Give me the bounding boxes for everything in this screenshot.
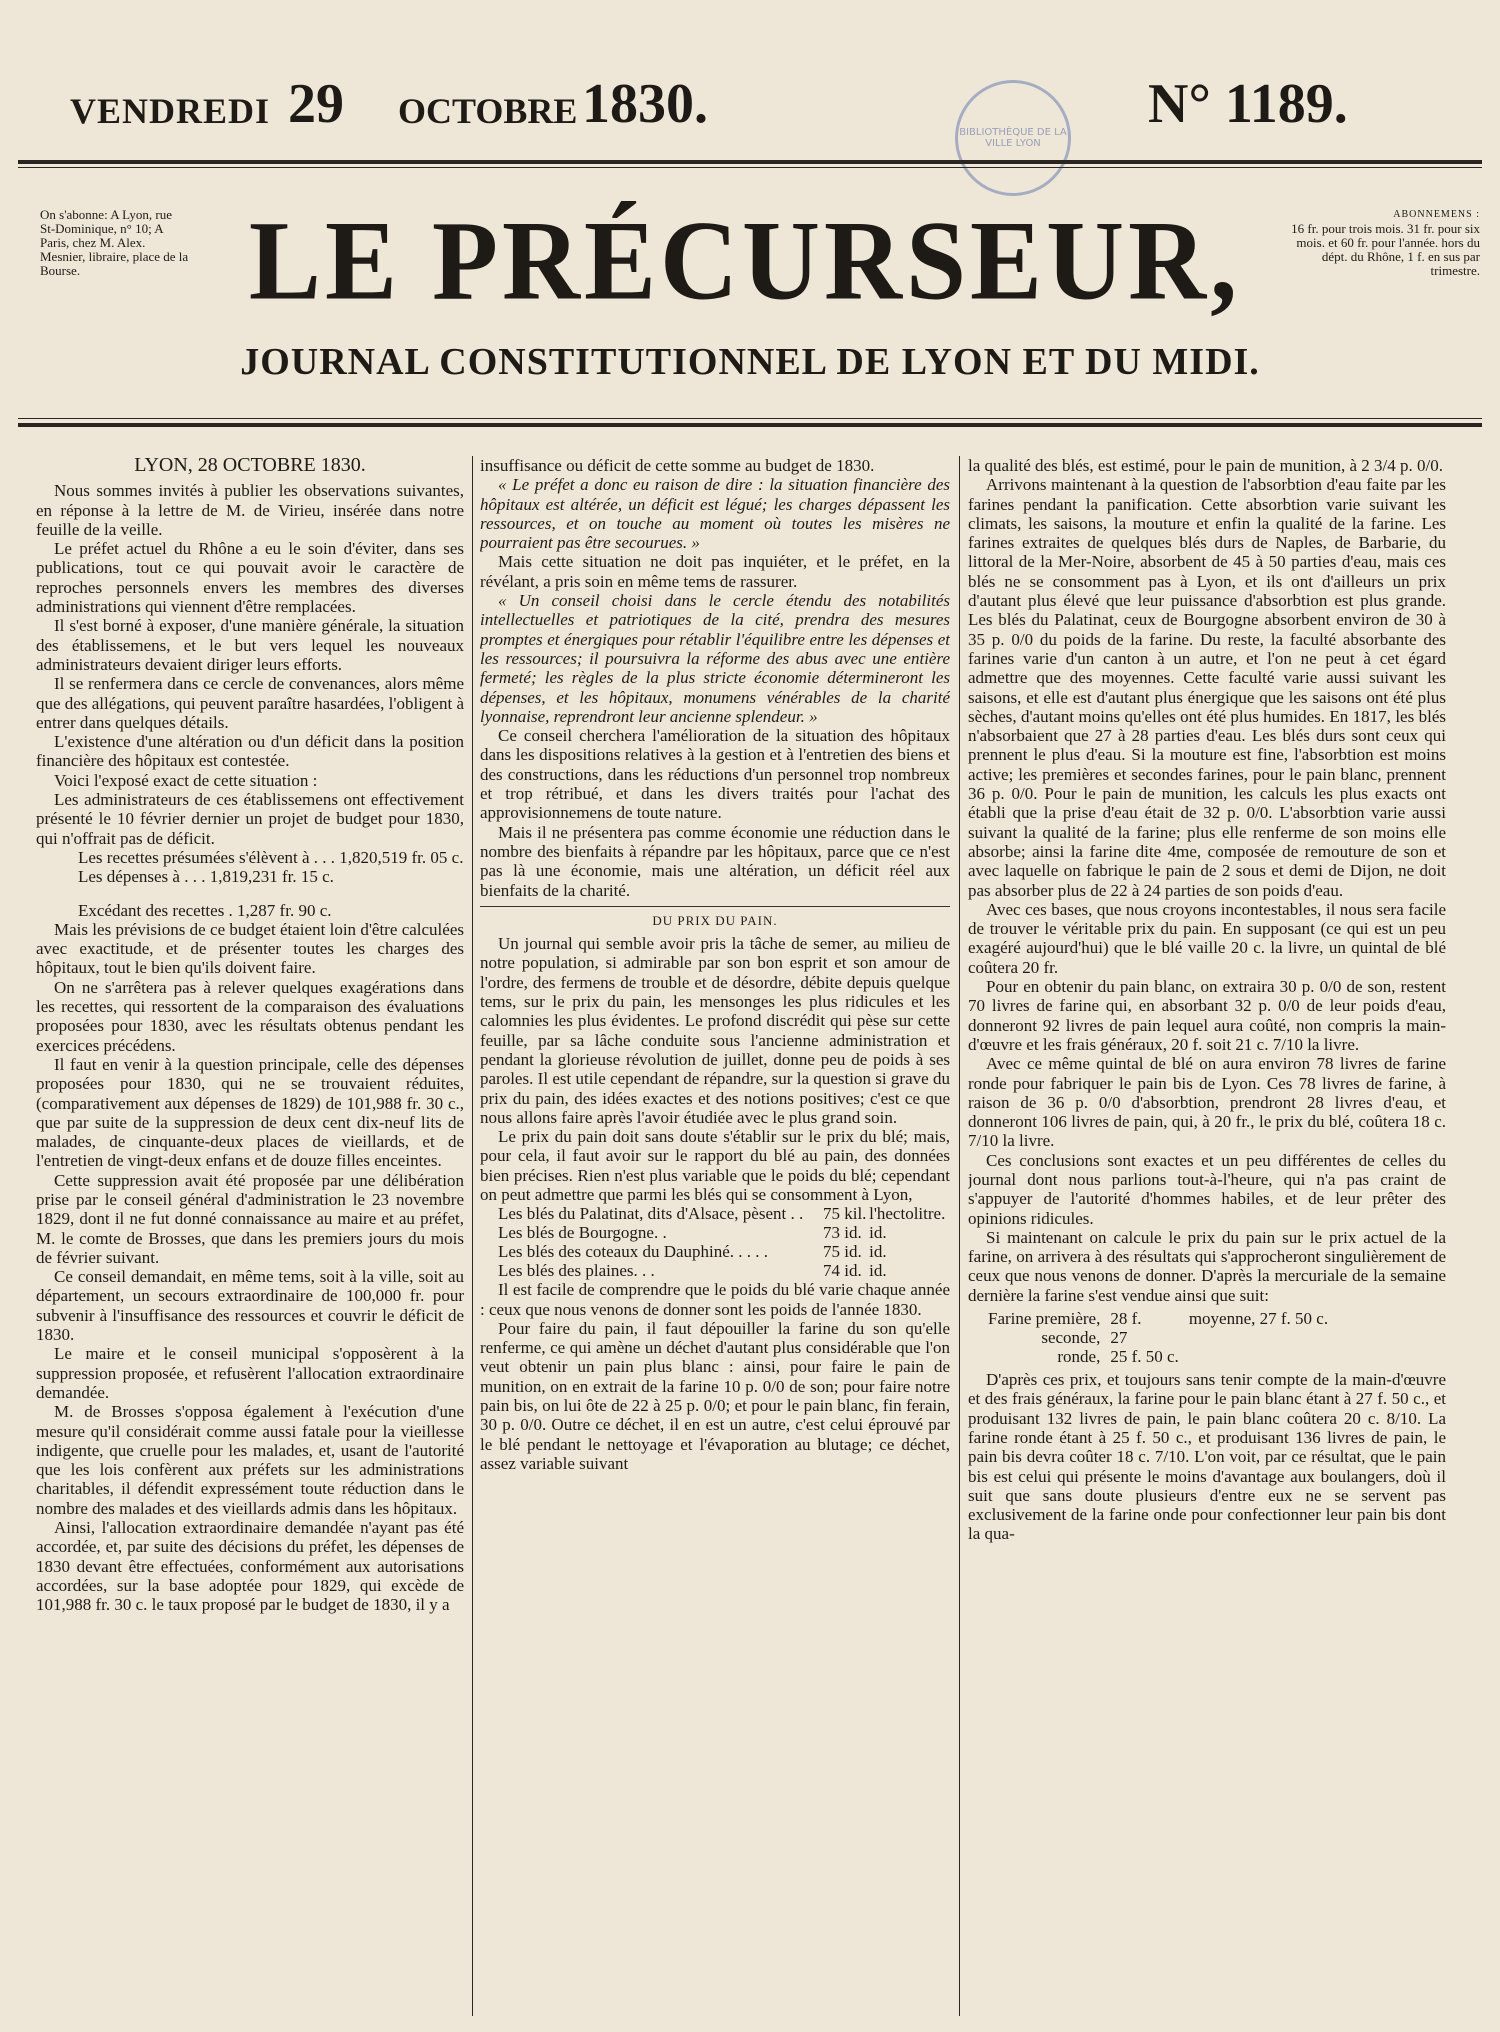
subscription-info-left: On s'abonne: A Lyon, rue St-Dominique, n° 10; A Paris, chez M. Alex. Mesnier, libraire, place de la Bourse. xyxy=(40,207,189,278)
subscription-rates: 16 fr. pour trois mois. 31 fr. pour six mois. et 60 fr. pour l'année. hors du dépt. du Rhône, 1 f. en sus par trimestre. xyxy=(1291,221,1480,278)
table-row xyxy=(988,1328,1328,1347)
table-cell: id. xyxy=(869,1242,887,1262)
subscription-heading: ABONNEMENS : xyxy=(1393,209,1480,220)
paragraph: Il est facile de comprendre que le poids du blé varie chaque année : ceux que nous venons de donner sont les poids de l'année 1830. xyxy=(480,1280,950,1319)
issue-number: N° 1189. xyxy=(1148,73,1348,135)
table-cell: Les blés de Bourgogne. . xyxy=(498,1223,667,1243)
issue-weekday: VENDREDI xyxy=(70,91,271,131)
table-row xyxy=(480,1242,950,1261)
table-cell: moyenne, 27 f. 50 c. xyxy=(1188,1309,1329,1329)
paragraph: D'après ces prix, et toujours sans tenir compte de la main-d'œuvre et des frais généraux, la farine pour le pain blanc étant à 27 f. 50 c., et produisant 132 livres de pain, le pain blanc coûtera 20 c. 8/10. La farine ronde étant à 25 f. 50 c., et produisant 136 livres de pain, le pain bis devra coûter 18 c. 7/10. L'on voit, par ce résultat, que le pain bis est celui qui présente le moins d'avantage aux boulangers, doù il suit que sans doute plusieurs d'entre eux ne se servent pas exclusivement de la farine onde pour confectionner leur pain bis dont la qua- xyxy=(968,1370,1446,1544)
table-cell: 25 f. 50 c. xyxy=(1110,1347,1179,1367)
quote-paragraph: « Un conseil choisi dans le cercle étendu des notabilités intellectuelles et patriotiques de la cité, prendra des mesures promptes et énergiques pour rétablir l'équilibre entre les dépenses et les ressources; il poursuivra la réforme des abus avec une entière fermeté; les règles de la plus stricte économie détermineront les dépenses, et les hôpitaux, monumens vénérables de la charité lyonnaise, reprendront leur ancienne splendeur. » xyxy=(480,591,950,726)
table-cell: Les blés du Palatinat, dits d'Alsace, pèsent . . xyxy=(498,1204,804,1224)
quote-paragraph: « Le préfet a donc eu raison de dire : la situation financière des hôpitaux est altérée, un déficit est légué; les charges dépassent les ressources, et on touche au moment où toutes les misères ne pourraient pas être secourues. » xyxy=(480,475,950,553)
table-row xyxy=(480,1223,950,1242)
table-cell: seconde, xyxy=(1041,1328,1101,1348)
table-cell: Les blés des plaines. . . xyxy=(498,1261,655,1281)
column-3 xyxy=(968,456,1446,2016)
table-cell: id. xyxy=(869,1223,887,1243)
article-dateline: LYON, 28 OCTOBRE 1830. xyxy=(134,456,366,476)
paragraph: Pour en obtenir du pain blanc, on extraira 30 p. 0/0 de son, restent 70 livres de farine qui, en absorbant 32 p. 0/0 de leur poids d'eau, donneront 92 livres de pain lequel aura coûté, non compris la main-d'œuvre et les frais généraux, 20 f. soit 21 c. 7/10 la livre. xyxy=(968,977,1446,1054)
paragraph: Avec ce même quintal de blé on aura environ 78 livres de farine ronde pour fabriquer le pain bis de Lyon. Ces 78 livres de farine, à raison de 36 p. 0/0 d'absorbtion, prendront 28 livres d'eau, et donneront 106 livres de pain, qui, à 20 fr., le prix du blé, coûtera 18 c. 7/10 la livre. xyxy=(968,1054,1446,1151)
table-cell: Farine première, xyxy=(988,1309,1101,1329)
library-stamp-text: BIBLIOTHÈQUE DE LA VILLE LYON xyxy=(959,127,1067,149)
newspaper-title: LE PRÉCURSEUR, xyxy=(248,199,1242,324)
paragraph: Le maire et le conseil municipal s'opposèrent à la suppression proposée, et refusèrent l'allocation extraordinaire demandée. xyxy=(36,1344,464,1402)
table-cell: 74 id. xyxy=(822,1261,862,1281)
paragraph: la qualité des blés, est estimé, pour le pain de munition, à 2 3/4 p. 0/0. xyxy=(968,456,1443,475)
table-row xyxy=(988,1309,1328,1328)
issue-year: 1830. xyxy=(582,73,708,135)
table-cell xyxy=(1189,1328,1328,1347)
paragraph: Le préfet actuel du Rhône a eu le soin d'éviter, dans ses publications, tout ce qui pouvait avoir le caractère de reproches personnels envers les membres des diverses administrations qui viennent d'être remplacées. xyxy=(36,539,464,617)
table-row xyxy=(988,1347,1328,1366)
paragraph: Si maintenant on calcule le prix du pain sur le prix actuel de la farine, on arrivera à des résultats qui s'approcheront singulièrement de ceux que nous venons de donner. D'après la mercuriale de la semaine dernière la farine s'est vendue ainsi que suit: xyxy=(968,1227,1446,1305)
issue-day-number: 29 xyxy=(288,73,344,135)
paragraph: Nous sommes invités à publier les observations suivantes, en réponse à la lettre de M. de Virieu, insérée dans notre feuille de la veille. xyxy=(36,481,464,539)
column-divider xyxy=(959,456,960,2016)
flour-price-table xyxy=(988,1309,1328,1366)
table-cell: id. xyxy=(869,1261,887,1281)
table-cell: 27 xyxy=(1110,1328,1128,1348)
paragraph: Il se renfermera dans ce cercle de convenances, alors même que des allégations, qui peuvent paraître hasardées, l'obligent à entrer dans quelques détails. xyxy=(36,674,464,732)
wheat-weight-table xyxy=(480,1204,950,1280)
paragraph: Arrivons maintenant à la question de l'absorbtion d'eau faite par les farines pendant la panification. Cette absorbtion varie suivant les climats, les saisons, la mouture et enfin la qualité de la farine. Les farines extraites de quelques blés durs de Naples, de Barbarie, du littoral de la Mer-Noire, absorbent de 45 à 50 parties d'eau, mais ces blés ne se consomment pas à Lyon, et ils ont d'ailleurs un prix d'autant plus élevé que leur puissance d'absorbtion est plus grande. Les blés du Palatinat, ceux de Bourgogne absorbent environ de 30 à 35 p. 0/0 du poids de la farine. Du reste, la faculté absorbante des farines varie d'un canton à un autre, et l'on ne peut à cet égard admettre que des moyennes. Cette faculté varie aussi suivant les saisons, et elle est d'autant plus énergique que les saisons ont été plus sèches, d'autant moins qu'elles ont été plus humides. En 1817, les blés n'absorbaient que 27 à 28 parties d'eau. Les blés durs sont ceux qui prennent le plus d'eau. Si la mouture est fine, l'absorbtion est moins active; les premières et secondes farines, pour le pain blanc, prennent 36 p. 0/0. Pour le pain de munition, les calculs les plus exacts ont établi que la prise d'eau était de 32 p. 0/0. L'absorbtion varie aussi suivant la qualité de la farine; plus elle renferme de son moins elle absorbe; ainsi la farine dite 4me, composée de remouture de son et avec laquelle on fabrique le pain de 2 sous et demi de Dijon, ne doit pas absorber plus de 22 à 24 parties de son poids d'eau. xyxy=(968,475,1446,900)
paragraph: Ce conseil cherchera l'amélioration de la situation des hôpitaux dans les dispositions relatives à la gestion et à l'entretien des biens et des constructions, dans les réductions d'un personnel trop nombreux et trop rétribué, et dans les divers traités pour l'achat des approvisionnemens de toute nature. xyxy=(480,726,950,823)
paragraph: Voici l'exposé exact de cette situation : xyxy=(54,770,318,790)
table-cell: ronde, xyxy=(1057,1347,1101,1367)
table-cell: 75 id. xyxy=(822,1242,862,1262)
newspaper-subtitle: JOURNAL CONSTITUTIONNEL DE LYON ET DU MIDI. xyxy=(240,341,1260,383)
header-rule-thin xyxy=(18,167,1482,168)
column-2 xyxy=(480,456,950,2016)
table-row xyxy=(480,1204,950,1223)
table-cell xyxy=(1189,1347,1328,1366)
paragraph: Un journal qui semble avoir pris la tâche de semer, au milieu de notre population, si admirable par son bon esprit et son amour de l'ordre, des fermens de trouble et de désordre, débite depuis quelque tems, sur le prix du pain, les mensonges les plus ridicules et les calomnies les plus évidentes. Le profond discrédit qui pèse sur cette feuille, par sa lâche conduite sous l'ancienne administration et pendant la glorieuse révolution de juillet, donne peu de poids à ses paroles. Il est utile cependant de répandre, sur la question si grave du prix du pain, des idées exactes et des notions positives; c'est ce que nous allons faire après l'avoir étudiée avec le plus grand soin. xyxy=(480,934,950,1127)
paragraph: insuffisance ou déficit de cette somme au budget de 1830. xyxy=(480,456,875,475)
paragraph: Mais cette situation ne doit pas inquiéter, et le préfet, en la révélant, a pris soin en même tems de rassurer. xyxy=(480,552,950,591)
section-title: DU PRIX DU PAIN. xyxy=(480,906,950,930)
paragraph: Le prix du pain doit sans doute s'établir sur le prix du blé; mais, pour cela, il faut avoir sur le rapport du blé au pain, des données bien précises. Rien n'est plus variable que le poids du blé; cependant on peut admettre que parmi les blés qui se consomment à Lyon, xyxy=(480,1127,950,1204)
paragraph: M. de Brosses s'opposa également à l'exécution d'une mesure qu'il considérait comme aussi fatale pour la vieillesse indigente, que cruelle pour les malades, et, usant de l'autorité que les lois confèrent aux préfets sur les administrations charitables, il défendit expressément toute réduction dans le nombre des malades et des vieillards admis dans les hôpitaux. xyxy=(36,1402,464,1518)
paragraph: Mais il ne présentera pas comme économie une réduction dans le nombre des bienfaits à répandre par les hôpitaux, parce que ce n'est pas là une économie, mais une altération, un déficit réel aux bienfaits de la charité. xyxy=(480,822,950,900)
column-divider xyxy=(472,456,473,2016)
paragraph: Mais les prévisions de ce budget étaient loin d'être calculées avec exactitude, et de présenter toutes les charges des hôpitaux, tout le bien qu'ils doivent faire. xyxy=(36,919,464,978)
paragraph: Ainsi, l'allocation extraordinaire demandée n'ayant pas été accordée, et, par suite des décisions du préfet, les dépenses de 1830 devant être effectuées, conformément aux autorisations accordées, sur la base adoptée pour 1829, qui excède de 101,988 fr. 30 c. le taux proposé par le budget de 1830, il y a xyxy=(36,1518,464,1615)
budget-line: Les recettes présumées s'élèvent à . . . 1,820,519 fr. 05 c. xyxy=(78,847,464,867)
paragraph: Il faut en venir à la question principale, celle des dépenses proposées pour 1830, qui ne se trouvaient réduites, (comparativement aux dépenses de 1829) de 101,988 fr. 30 c., que par suite de la suppression de deux cent dix-neuf lits de malades, de cinquante-deux places de vieillards, et de l'entretien de vingt-deux enfans et de douze filles enceintes. xyxy=(36,1054,464,1171)
table-row xyxy=(480,1261,950,1280)
masthead-rule-thin xyxy=(18,418,1482,419)
table-cell: 73 id. xyxy=(822,1223,862,1243)
paragraph: Les administrateurs de ces établissemens ont effectivement présenté le 10 février dernier un projet de budget pour 1830, qui n'offrait pas de déficit. xyxy=(36,790,464,848)
paragraph: Il s'est borné à exposer, d'une manière générale, la situation des établissemens, et le but vers lequel les nouveaux administrateurs devaient diriger leurs efforts. xyxy=(36,616,464,674)
budget-line: Les dépenses à . . . 1,819,231 fr. 15 c. xyxy=(78,867,334,887)
subscription-info-right xyxy=(1270,208,1480,278)
budget-line: Excédant des recettes . 1,287 fr. 90 c. xyxy=(78,900,332,920)
paragraph: L'existence d'une altération ou d'un déficit dans la position financière des hôpitaux est contestée. xyxy=(36,732,464,771)
table-cell: 75 kil. xyxy=(822,1204,867,1224)
paragraph: Ce conseil demandait, en même tems, soit à la ville, soit au département, un secours extraordinaire de 100,000 fr. pour subvenir à l'insuffisance des ressources et couvrir le déficit de 1830. xyxy=(36,1267,464,1345)
paragraph: Cette suppression avait été proposée par une délibération prise par le conseil général d'administration le 23 novembre 1829, dont il ne fut donné connaissance au maire et au préfet, M. le comte de Brosses, que dans les premiers jours du mois de février suivant. xyxy=(36,1170,464,1267)
paragraph: Avec ces bases, que nous croyons incontestables, il nous sera facile de trouver le véritable prix du pain. En supposant (ce qui est un peu exagéré aujourd'hui) que le blé vaille 20 c. la livre, un quintal de blé coûtera 20 fr. xyxy=(968,899,1446,977)
issue-month: OCTOBRE xyxy=(398,91,578,131)
library-stamp xyxy=(955,80,1071,196)
paragraph: Ces conclusions sont exactes et un peu différentes de celles du journal dont nous parlions tout-à-l'heure, qui n'a pas craint de s'appuyer de l'autorité d'hommes habiles, et de leur prêter des opinions ridicules. xyxy=(968,1150,1446,1228)
column-1 xyxy=(36,456,464,2016)
paragraph: On ne s'arrêtera pas à relever quelques exagérations dans les recettes, qui ressortent de la comparaison des évaluations proposées pour 1830, avec les résultats obtenus pendant les exercices précédens. xyxy=(36,977,464,1055)
dateline-bar xyxy=(0,72,1500,152)
table-cell: l'hectolitre. xyxy=(869,1204,946,1224)
paragraph: Pour faire du pain, il faut dépouiller la farine du son qu'elle renferme, ce qui amène un déchet d'autant plus considérable que l'on veut obtenir un pain plus blanc : ainsi, pour faire le pain de munition, on en extrait de la farine 10 p. 0/0 de son; pour faire notre pain bis, on lui ôte de 22 à 25 p. 0/0; et pour le pain blanc, fin ferain, 30 p. 0/0. Outre ce déchet, il en est un autre, c'est celui éprouvé par le blé pendant le nettoyage et l'évaporation au blutage; ce déchet, assez variable suivant xyxy=(480,1318,950,1473)
header-rule xyxy=(18,160,1482,164)
table-cell: 28 f. xyxy=(1110,1309,1142,1329)
masthead-rule xyxy=(18,423,1482,427)
table-cell: Les blés des coteaux du Dauphiné. . . . . xyxy=(498,1242,769,1262)
